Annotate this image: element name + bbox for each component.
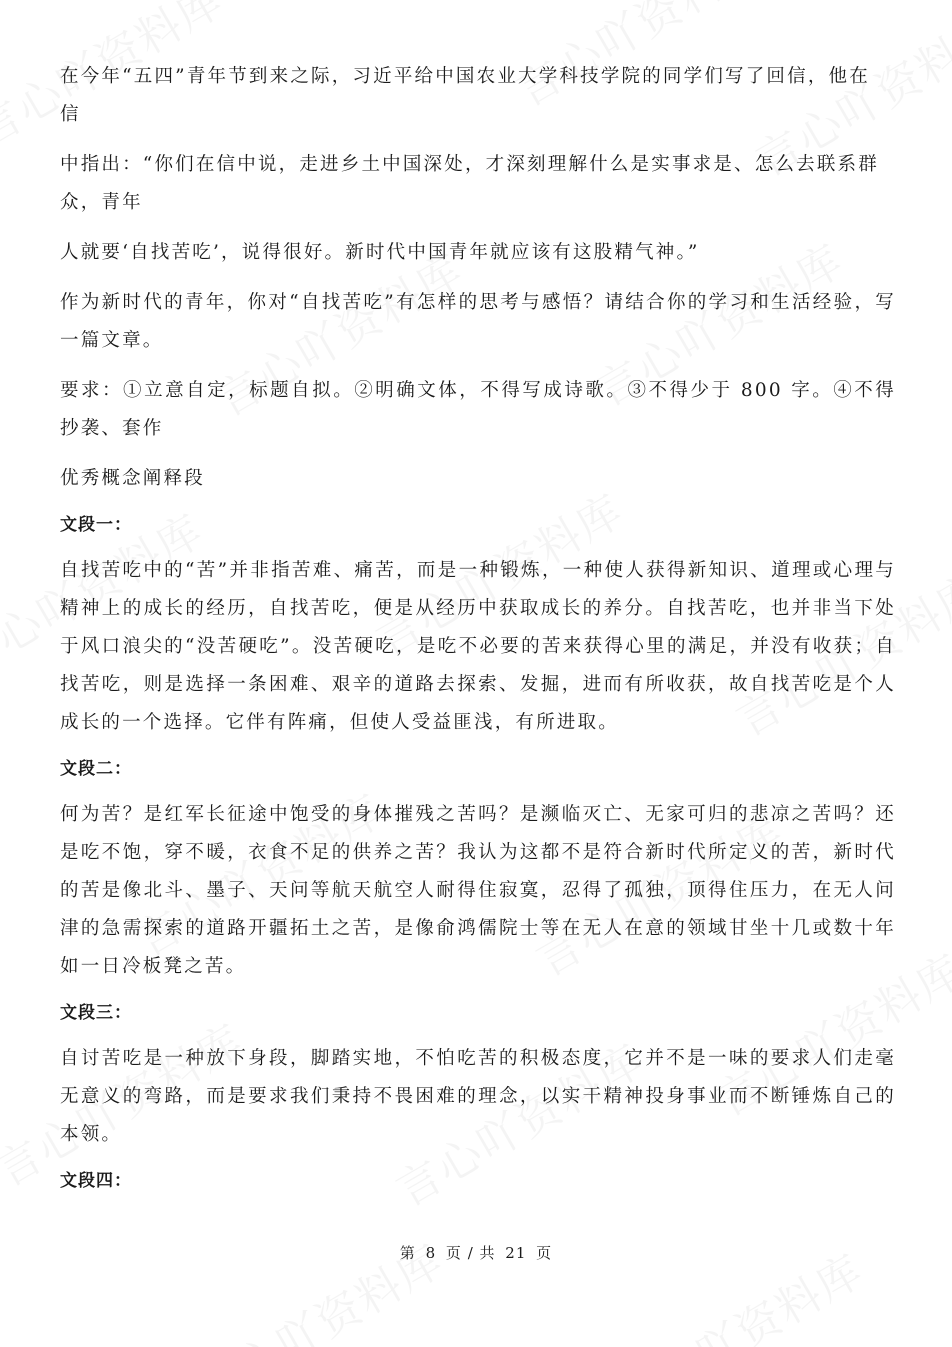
- page-footer: [0, 1242, 952, 1263]
- segment-heading: 文段二：: [60, 759, 132, 779]
- segment-text: 何为苦？是红军长征途中饱受的身体摧残之苦吗？是濒临灭亡、无家可归的悲凉之苦吗？还是吃不饱，穿不暖，衣食不足的供养之苦？我认为这都不是符合新时代所定义的苦，新时代的苦是像北斗、墨子、天问等航天航空人耐得住寂寞，忍得了孤独，顶得住压力，在无人问津的急需探索的道路开疆拓土之苦，是像俞鸿儒院士等在无人在意的领域甘坐十几或数十年如一日冷板凳之苦。: [60, 804, 896, 977]
- segment-heading: 文段三：: [60, 1003, 132, 1023]
- prompt-line: 在今年“五四”青年节到来之际，习近平给中国农业大学科技学院的同学们写了回信，他在: [60, 66, 870, 87]
- prompt-line: 人就要‘自找苦吃’，说得很好。新时代中国青年就应该有这股精气神。”: [60, 242, 700, 263]
- segment-heading: 文段四：: [60, 1171, 132, 1191]
- prompt-question: 作为新时代的青年，你对“自找苦吃”有怎样的思考与感悟？请结合你的学习和生活经验，写一篇文章。: [60, 292, 896, 351]
- prompt-requirements: 要求：①立意自定，标题自拟。②明确文体，不得写成诗歌。③不得少于 800 字。④不得抄袭、套作: [60, 380, 896, 439]
- segment-text: 自找苦吃中的“苦”并非指苦难、痛苦，而是一种锻炼，一种使人获得新知识、道理或心理与精神上的成长的经历，自找苦吃，便是从经历中获取成长的养分。自找苦吃，也并非当下处于风口浪尖的“没苦硬吃”。没苦硬吃，是吃不必要的苦来获得心里的满足，并没有收获；自找苦吃，则是选择一条困难、艰辛的道路去探索、发掘，进而有所收获，故自找苦吃是个人成长的一个选择。它伴有阵痛，但使人受益匪浅，有所进取。: [60, 560, 896, 733]
- section-title: 优秀概念阐释段: [60, 468, 205, 489]
- prompt-line: 信: [60, 104, 81, 125]
- prompt-line: 中指出：“你们在信中说，走进乡土中国深处，才深刻理解什么是实事求是、怎么去联系群: [60, 154, 879, 175]
- prompt-line: 众，青年: [60, 192, 143, 213]
- segment-heading: 文段一：: [60, 515, 132, 535]
- document-page: [60, 58, 896, 1196]
- segment-text: 自讨苦吃是一种放下身段，脚踏实地，不怕吃苦的积极态度，它并不是一味的要求人们走毫无意义的弯路，而是要求我们秉持不畏困难的理念，以实干精神投身事业而不断锤炼自己的本领。: [60, 1048, 896, 1145]
- footer-suffix: 页: [536, 1244, 553, 1262]
- footer-prefix: 第: [399, 1244, 416, 1262]
- footer-page-number: 8: [425, 1244, 437, 1262]
- footer-total-pages: 21: [505, 1244, 527, 1262]
- footer-middle: 页 / 共: [445, 1244, 496, 1262]
